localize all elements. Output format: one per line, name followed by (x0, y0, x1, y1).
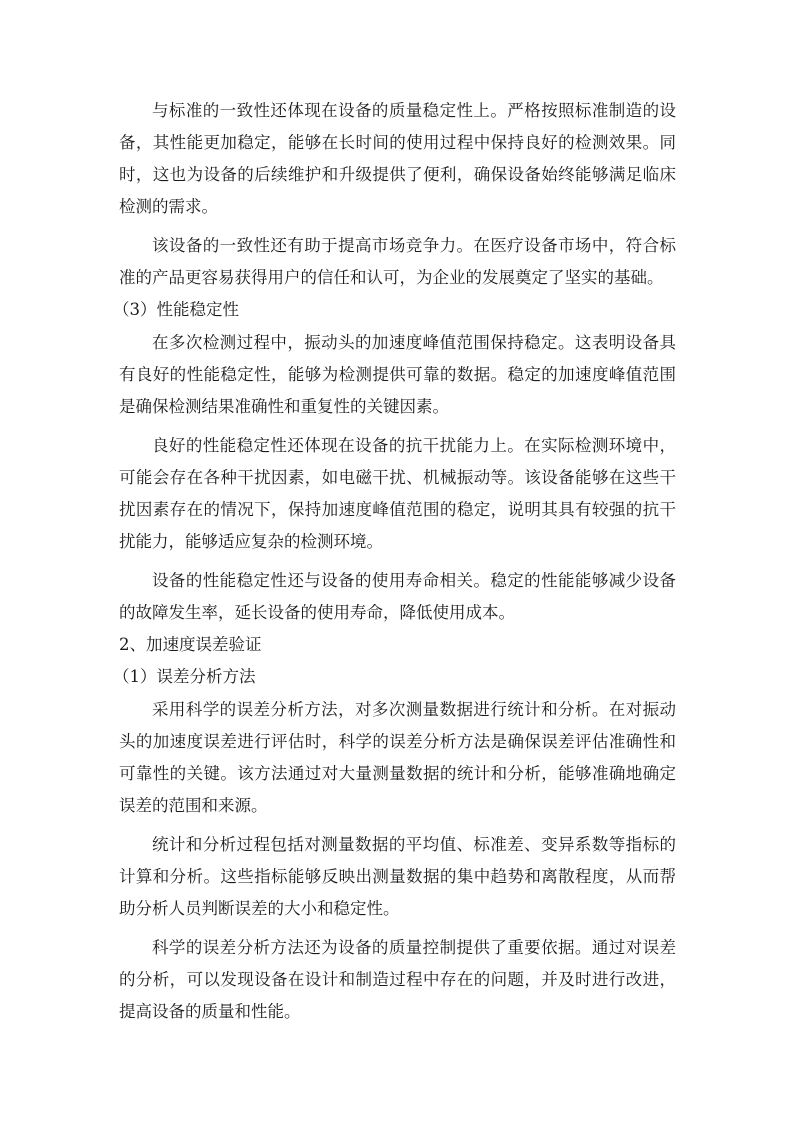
subheading-performance-stability: （3）性能稳定性 (113, 300, 239, 319)
paragraph-scientific-error-analysis: 采用科学的误差分析方法，对多次测量数据进行统计和分析。在对振动头的加速度误差进行评估时，科学的误差分析方法是确保误差评估准确性和可靠性的关键。该方法通过对大量测量数据的统计和分析，能够准确地确定误差的范围和来源。 (119, 700, 676, 815)
subheading-error-analysis-method: （1）误差分析方法 (113, 667, 256, 686)
heading-acceleration-error-verification: 2、加速度误差验证 (119, 635, 262, 654)
document-page (113, 95, 676, 1028)
paragraph-peak-range-stable: 在多次检测过程中，振动头的加速度峰值范围保持稳定。这表明设备具有良好的性能稳定性，能够为检测提供可靠的数据。稳定的加速度峰值范围是确保检测结果准确性和重复性的关键因素。 (119, 333, 676, 416)
paragraph-quality-stability: 与标准的一致性还体现在设备的质量稳定性上。严格按照标准制造的设备，其性能更加稳定，能够在长时间的使用过程中保持良好的检测效果。同时，这也为设备的后续维护和升级提供了便利，确保设备始终能够满足临床检测的需求。 (119, 101, 676, 216)
paragraph-statistics-indicators: 统计和分析过程包括对测量数据的平均值、标准差、变异系数等指标的计算和分析。这些指标能够反映出测量数据的集中趋势和离散程度，从而帮助分析人员判断误差的大小和稳定性。 (119, 835, 676, 918)
paragraph-quality-control-basis: 科学的误差分析方法还为设备的质量控制提供了重要依据。通过对误差的分析，可以发现设备在设计和制造过程中存在的问题，并及时进行改进，提高设备的质量和性能。 (119, 938, 676, 1021)
paragraph-service-life: 设备的性能稳定性还与设备的使用寿命相关。稳定的性能能够减少设备的故障发生率，延长设备的使用寿命，降低使用成本。 (119, 571, 676, 622)
paragraph-market-competitiveness: 该设备的一致性还有助于提高市场竞争力。在医疗设备市场中，符合标准的产品更容易获得用户的信任和认可，为企业的发展奠定了坚实的基础。 (119, 236, 676, 287)
paragraph-anti-interference: 良好的性能稳定性还体现在设备的抗干扰能力上。在实际检测环境中，可能会存在各种干扰因素，如电磁干扰、机械振动等。该设备能够在这些干扰因素存在的情况下，保持加速度峰值范围的稳定，说明其具有较强的抗干扰能力，能够适应复杂的检测环境。 (119, 436, 676, 551)
